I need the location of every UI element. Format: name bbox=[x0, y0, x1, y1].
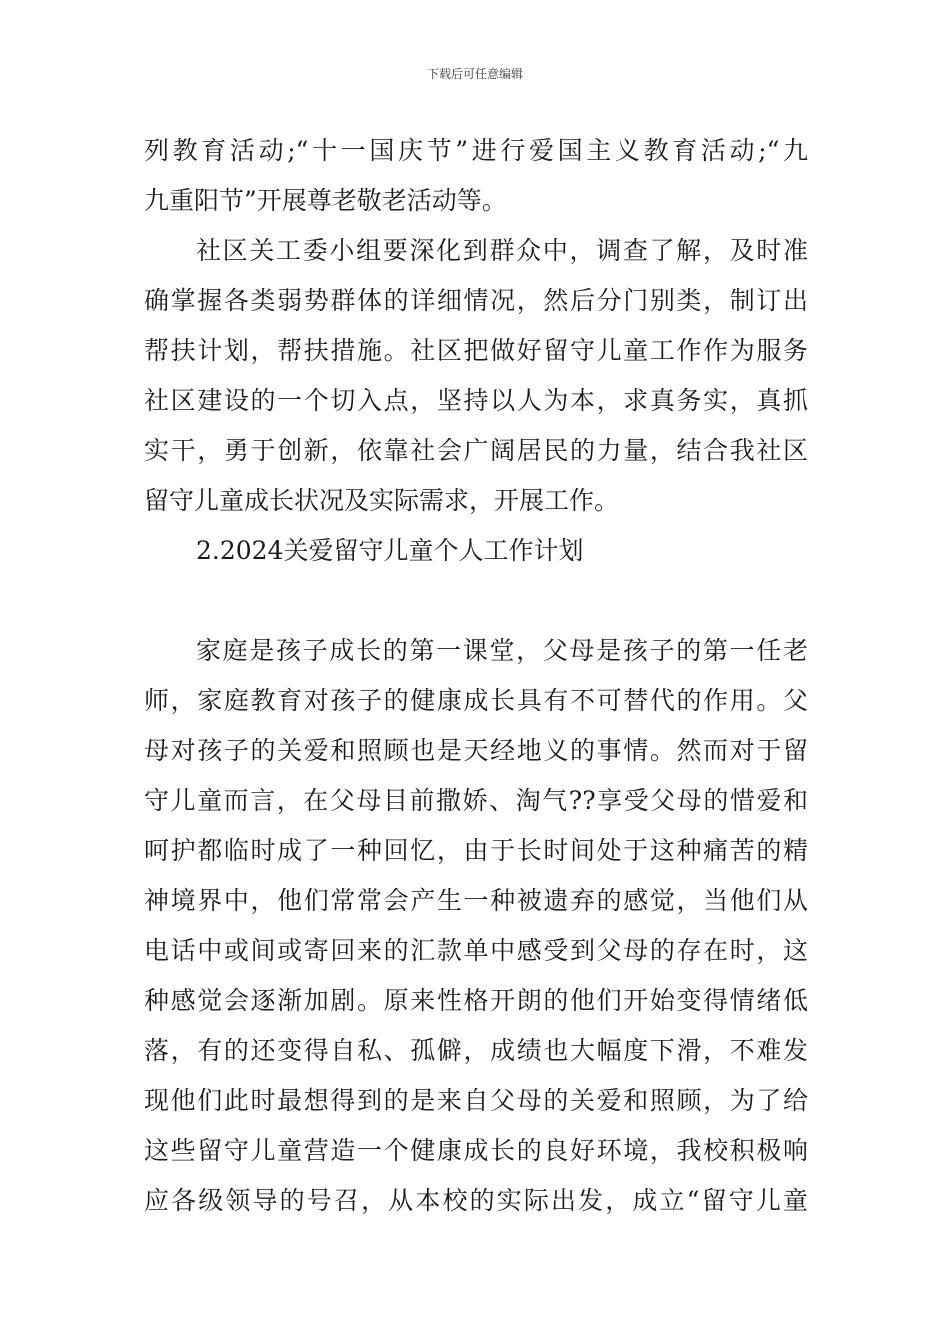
text-line: 现他们此时最想得到的是来自父母的关爱和照顾，为了给 bbox=[144, 1086, 808, 1115]
page-header: 下载后可任意编辑 bbox=[426, 67, 523, 81]
text-line: 神境界中，他们常常会产生一种被遗弃的感觉，当他们从 bbox=[144, 886, 808, 915]
text-line: 应各级领导的号召，从本校的实际出发，成立“留守儿童 bbox=[144, 1186, 808, 1215]
text-line: 呵护都临时成了一种回忆，由于长时间处于这种痛苦的精 bbox=[144, 836, 808, 865]
text-line: 列教育活动;“十一国庆节”进行爱国主义教育活动;“九 bbox=[144, 136, 808, 165]
document-body bbox=[144, 126, 808, 1226]
paragraph-gap bbox=[144, 576, 808, 626]
text-line: 师，家庭教育对孩子的健康成长具有不可替代的作用。父 bbox=[144, 686, 808, 715]
text-line: 母对孩子的关爱和照顾也是天经地义的事情。然而对于留 bbox=[144, 736, 808, 765]
text-line: 确掌握各类弱势群体的详细情况，然后分门别类，制订出 bbox=[144, 286, 808, 315]
text-line: 实干，勇于创新，依靠社会广阔居民的力量，结合我社区 bbox=[144, 436, 808, 465]
text-line: 留守儿童成长状况及实际需求，开展工作。 bbox=[144, 486, 620, 515]
section-heading: 2.2024关爱留守儿童个人工作计划 bbox=[196, 536, 584, 565]
text-line: 这些留守儿童营造一个健康成长的良好环境，我校积极响 bbox=[144, 1136, 808, 1165]
text-line: 帮扶计划，帮扶措施。社区把做好留守儿童工作作为服务 bbox=[144, 336, 808, 365]
text-line: 种感觉会逐渐加剧。原来性格开朗的他们开始变得情绪低 bbox=[144, 986, 808, 1015]
text-line: 社区关工委小组要深化到群众中，调查了解，及时准 bbox=[196, 236, 808, 265]
text-line: 电话中或间或寄回来的汇款单中感受到父母的存在时，这 bbox=[144, 936, 808, 965]
text-line: 家庭是孩子成长的第一课堂，父母是孩子的第一任老 bbox=[196, 636, 808, 665]
text-line: 社区建设的一个切入点，坚持以人为本，求真务实，真抓 bbox=[144, 386, 808, 415]
text-line: 守儿童而言，在父母目前撒娇、淘气??享受父母的惜爱和 bbox=[144, 786, 808, 815]
text-line: 落，有的还变得自私、孤僻，成绩也大幅度下滑，不难发 bbox=[144, 1036, 808, 1065]
text-line: 九重阳节”开展尊老敬老活动等。 bbox=[144, 186, 507, 215]
